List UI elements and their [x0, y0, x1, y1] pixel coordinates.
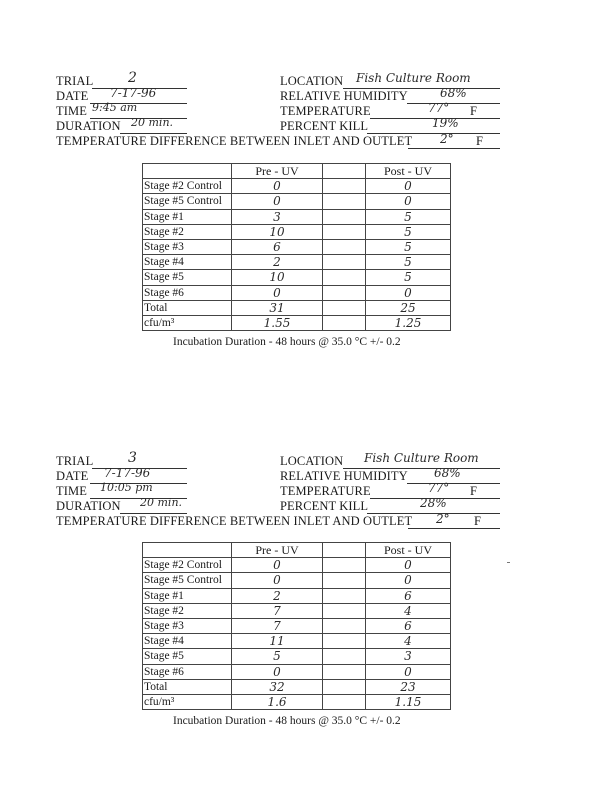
- row-label: Stage #5 Control: [143, 573, 232, 588]
- temperature-unit: F: [470, 104, 478, 118]
- table-row: [143, 315, 451, 330]
- post-uv-header: Post - UV: [366, 164, 451, 179]
- date-value: 7-17-96: [104, 466, 151, 480]
- post-uv-value: 0: [366, 179, 451, 194]
- pre-uv-value: 10: [232, 270, 323, 285]
- duration-label: DURATION: [56, 119, 121, 133]
- post-uv-value: 5: [366, 255, 451, 270]
- row-label: Stage #6: [143, 285, 232, 300]
- row-label: cfu/m³: [143, 315, 232, 330]
- row-label: Total: [143, 679, 232, 694]
- post-uv-value: 0: [366, 573, 451, 588]
- post-uv-value: 0: [366, 285, 451, 300]
- percent-kill-label: PERCENT KILL: [280, 119, 369, 133]
- post-uv-value: 5: [366, 239, 451, 254]
- percent-kill-value: 19%: [432, 116, 459, 130]
- duration-label: DURATION: [56, 499, 121, 513]
- duration-value: 20 min.: [140, 496, 183, 509]
- duration-value: 20 min.: [131, 116, 174, 129]
- trial-value: 2: [128, 70, 137, 86]
- temp-diff-unit: F: [476, 134, 484, 148]
- pre-uv-header: Pre - UV: [232, 543, 323, 558]
- pre-uv-value: 0: [232, 285, 323, 300]
- pre-uv-value: 2: [232, 588, 323, 603]
- temp-diff-value: 2°: [440, 132, 454, 146]
- pre-uv-value: 7: [232, 618, 323, 633]
- time-value: 10:05 pm: [100, 481, 153, 494]
- incubation-caption: Incubation Duration - 48 hours @ 35.0 °C +/- 0.2: [173, 715, 401, 727]
- pre-uv-value: 0: [232, 179, 323, 194]
- table-row: [143, 255, 451, 270]
- table-row: [143, 194, 451, 209]
- pre-uv-value: 7: [232, 603, 323, 618]
- row-label: Total: [143, 300, 232, 315]
- table-row: [143, 603, 451, 618]
- temperature-label: TEMPERATURE: [280, 484, 371, 498]
- pre-uv-value: 10: [232, 224, 323, 239]
- trial-label: TRIAL: [56, 454, 94, 468]
- row-label: Stage #6: [143, 664, 232, 679]
- time-value: 9:45 am: [92, 101, 138, 114]
- table-row: [143, 618, 451, 633]
- table-row: [143, 224, 451, 239]
- humidity-label: RELATIVE HUMIDITY: [280, 469, 408, 483]
- temperature-value: 77°: [428, 481, 450, 495]
- row-label: Stage #5: [143, 270, 232, 285]
- table-row: [143, 300, 451, 315]
- post-uv-value: 1.25: [366, 315, 451, 330]
- pre-uv-value: 3: [232, 209, 323, 224]
- post-uv-value: 23: [366, 679, 451, 694]
- row-label: Stage #5: [143, 649, 232, 664]
- post-uv-value: 0: [366, 664, 451, 679]
- humidity-value: 68%: [434, 466, 461, 480]
- time-label: TIME: [56, 104, 87, 118]
- temp-diff-label: TEMPERATURE DIFFERENCE BETWEEN INLET AND OUTLET: [56, 514, 413, 528]
- percent-kill-label: PERCENT KILL: [280, 499, 369, 513]
- post-uv-value: 5: [366, 209, 451, 224]
- row-label: Stage #2: [143, 603, 232, 618]
- incubation-caption: Incubation Duration - 48 hours @ 35.0 °C +/- 0.2: [173, 336, 401, 348]
- pre-uv-value: 2: [232, 255, 323, 270]
- temp-diff-label: TEMPERATURE DIFFERENCE BETWEEN INLET AND OUTLET: [56, 134, 413, 148]
- temp-diff-value: 2°: [436, 512, 450, 526]
- location-label: LOCATION: [280, 454, 344, 468]
- table-row: [143, 634, 451, 649]
- post-uv-value: 3: [366, 649, 451, 664]
- humidity-value: 68%: [440, 86, 467, 100]
- row-label: Stage #2 Control: [143, 179, 232, 194]
- pre-uv-value: 11: [232, 634, 323, 649]
- post-uv-value: 0: [366, 558, 451, 573]
- pre-uv-value: 6: [232, 239, 323, 254]
- row-label: Stage #2 Control: [143, 558, 232, 573]
- table-row: [143, 588, 451, 603]
- row-label: Stage #3: [143, 618, 232, 633]
- pre-uv-value: 0: [232, 573, 323, 588]
- post-uv-value: 1.15: [366, 694, 451, 709]
- scan-speck: [507, 562, 510, 563]
- pre-uv-value: 0: [232, 664, 323, 679]
- row-label: Stage #4: [143, 634, 232, 649]
- date-value: 7-17-96: [110, 86, 157, 100]
- row-label: Stage #2: [143, 224, 232, 239]
- temperature-value: 77°: [428, 101, 450, 115]
- post-uv-value: 25: [366, 300, 451, 315]
- post-uv-value: 5: [366, 270, 451, 285]
- pre-uv-value: 0: [232, 194, 323, 209]
- time-label: TIME: [56, 484, 87, 498]
- humidity-label: RELATIVE HUMIDITY: [280, 89, 408, 103]
- row-label: cfu/m³: [143, 694, 232, 709]
- date-label: DATE: [56, 469, 89, 483]
- table-row: [143, 285, 451, 300]
- temperature-unit: F: [470, 484, 478, 498]
- table-row: [143, 573, 451, 588]
- post-uv-value: 4: [366, 634, 451, 649]
- post-uv-header: Post - UV: [366, 543, 451, 558]
- table-row: [143, 679, 451, 694]
- pre-uv-value: 32: [232, 679, 323, 694]
- post-uv-value: 0: [366, 194, 451, 209]
- pre-uv-header: Pre - UV: [232, 164, 323, 179]
- pre-uv-value: 1.55: [232, 315, 323, 330]
- row-label: Stage #1: [143, 588, 232, 603]
- row-label: Stage #5 Control: [143, 194, 232, 209]
- percent-kill-value: 28%: [420, 496, 447, 510]
- table-header-row: [143, 164, 451, 179]
- table-header-row: [143, 543, 451, 558]
- post-uv-value: 6: [366, 588, 451, 603]
- temperature-label: TEMPERATURE: [280, 104, 371, 118]
- table-row: [143, 239, 451, 254]
- row-label: Stage #1: [143, 209, 232, 224]
- table-row: [143, 649, 451, 664]
- table-row: [143, 209, 451, 224]
- temp-diff-unit: F: [474, 514, 482, 528]
- post-uv-value: 4: [366, 603, 451, 618]
- row-label: Stage #4: [143, 255, 232, 270]
- trial-value: 3: [128, 450, 137, 466]
- pre-uv-value: 5: [232, 649, 323, 664]
- pre-uv-value: 0: [232, 558, 323, 573]
- table-row: [143, 664, 451, 679]
- location-value: Fish Culture Room: [364, 451, 479, 465]
- table-row: [143, 270, 451, 285]
- post-uv-value: 5: [366, 224, 451, 239]
- row-label: Stage #3: [143, 239, 232, 254]
- post-uv-value: 6: [366, 618, 451, 633]
- pre-uv-value: 31: [232, 300, 323, 315]
- pre-uv-value: 1.6: [232, 694, 323, 709]
- results-table: [142, 163, 451, 331]
- results-table: [142, 542, 451, 710]
- table-row: [143, 694, 451, 709]
- location-value: Fish Culture Room: [356, 71, 471, 85]
- location-label: LOCATION: [280, 74, 344, 88]
- table-row: [143, 558, 451, 573]
- table-row: [143, 179, 451, 194]
- date-label: DATE: [56, 89, 89, 103]
- trial-label: TRIAL: [56, 74, 94, 88]
